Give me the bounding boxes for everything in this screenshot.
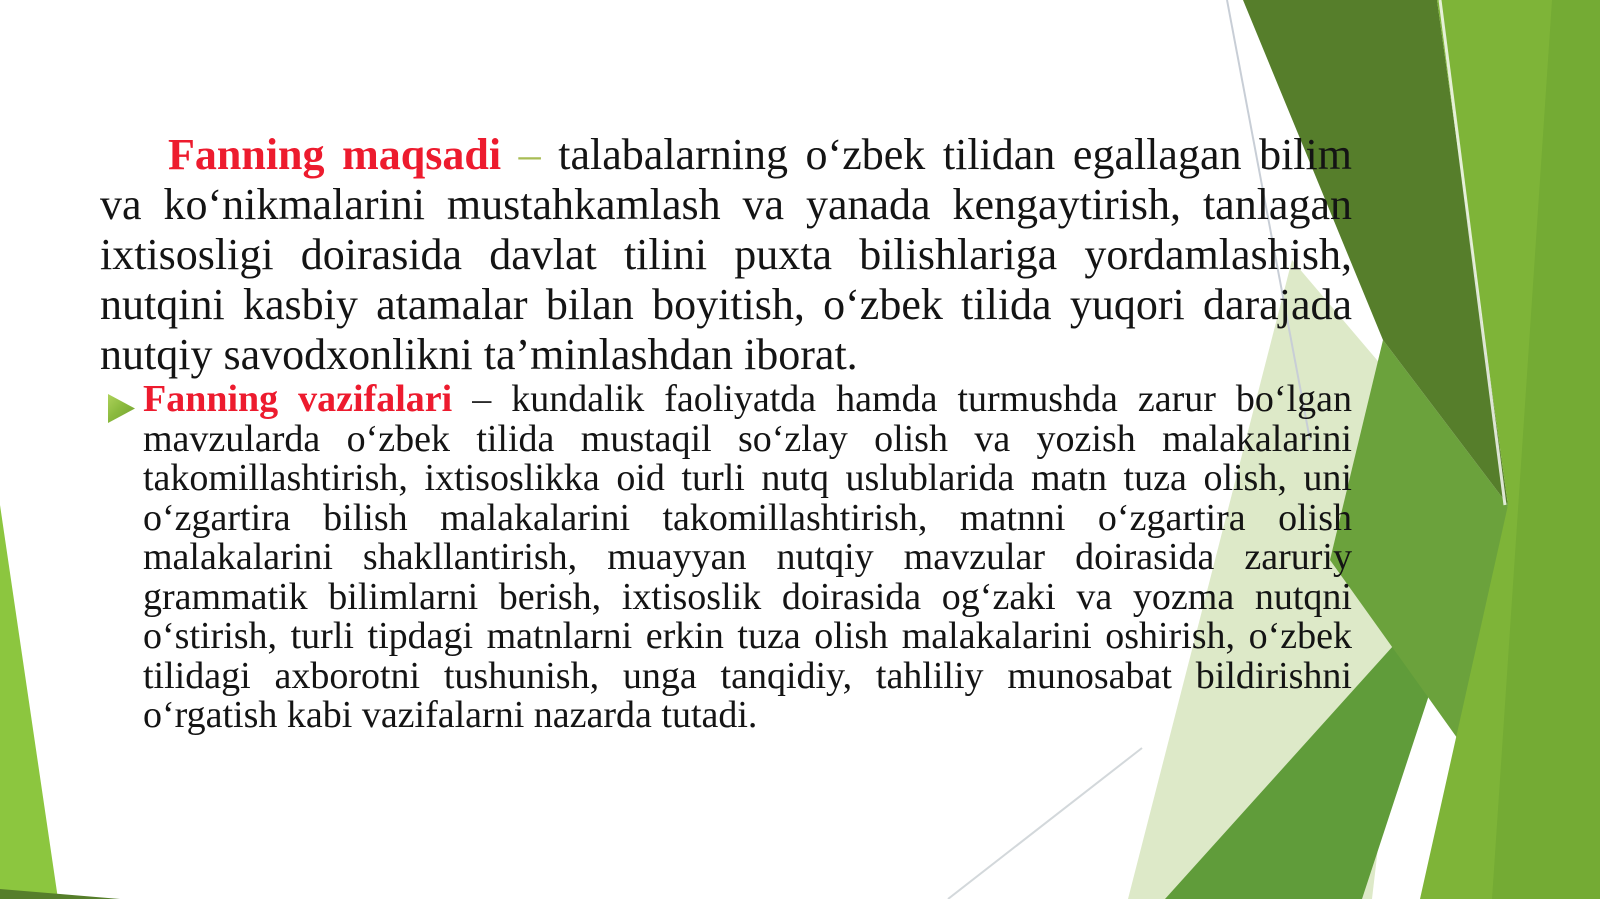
paragraph-fanning-vazifalari (143, 380, 1352, 736)
paragraph1-body: talabalarning o‘zbek tilidan egallagan bilim va ko‘nikmalarini mustahkamlash va yanada kengaytirish, tanlagan ixtisosligi doirasida davlat tilini puxta bilishlariga yordamlashish, nutqini kasbiy atamalar bilan boyitish, o‘zbek tilida yuqori darajada nutqiy savodxonlikni ta’minlashdan iborat. (100, 130, 1352, 379)
paragraph-fanning-maqsadi (100, 130, 1352, 380)
hairline-bottom (948, 748, 1142, 899)
left-wedge-dark-edge (0, 889, 120, 899)
left-wedge (0, 505, 58, 899)
bulleted-paragraph-wrap (100, 380, 1352, 736)
dash-separator-1: – (501, 130, 559, 179)
dash-separator-2: – (452, 378, 512, 420)
triangle-right-icon (108, 394, 135, 423)
lead-fanning-vazifalari: Fanning vazifalari (143, 378, 453, 420)
lead-fanning-maqsadi: Fanning maqsadi (168, 130, 502, 179)
paragraph2-body: kundalik faoliyatda hamda turmushda zarur bo‘lgan mavzularda o‘zbek tilida mustaqil so‘zlay olish va yozish malakalarini takomillashtirish, ixtisoslikka oid turli nutq uslublarida matn tuza olish, uni o‘zgartira bilish malakalarini takomillashtirish, matnni o‘zgartira olish malakalarini shakllantirish, muayyan nutqiy mavzular doirasida zaruriy grammatik bilimlarni berish, ixtisoslik doirasida og‘zaki va yozma nutqni o‘stirish, turli tipdagi matnlarni erkin tuza olish malakalarini oshirish, o‘zbek tilidagi axborotni tushunish, unga tanqidiy, tahliliy munosabat bildirishni o‘rgatish kabi vazifalarni nazarda tutadi. (143, 378, 1352, 736)
